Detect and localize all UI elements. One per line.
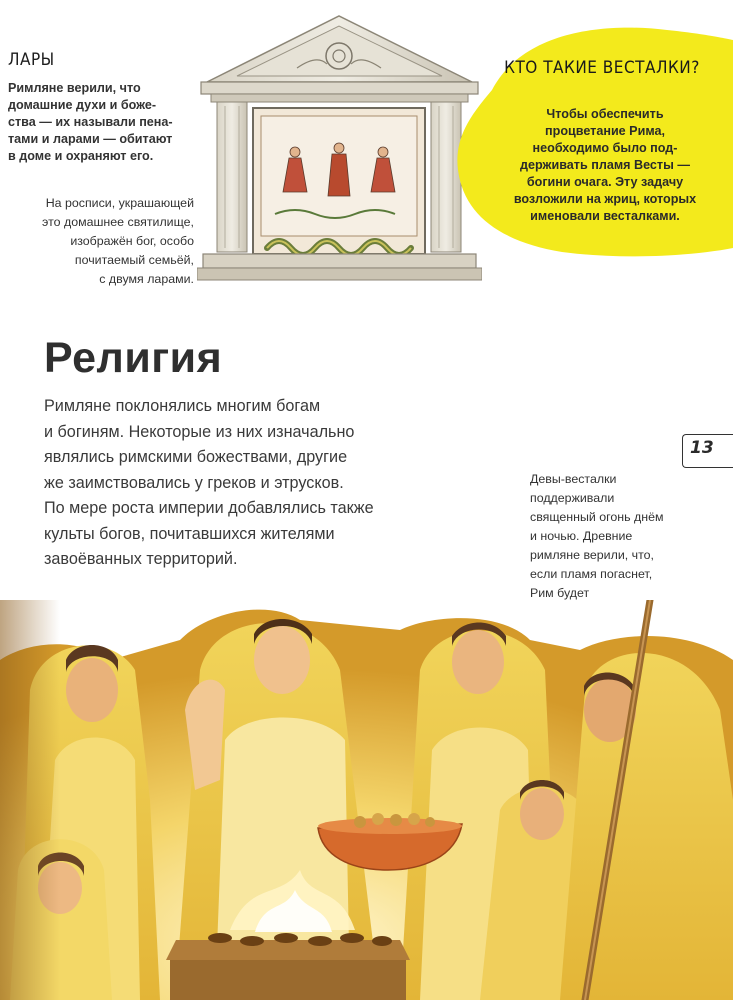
vestals-caption-line: Рим будет	[530, 586, 590, 600]
vestals-info-line: Чтобы обеспечить	[546, 107, 664, 121]
fresco-caption-line: с двумя ларами.	[99, 272, 194, 286]
fresco-caption-line: На росписи, украшающей	[45, 196, 194, 210]
section-body-line: и богиням. Некоторые из них изначально	[44, 422, 355, 441]
section-body	[44, 394, 474, 573]
section-body-line: являлись римскими божествами, другие	[44, 448, 348, 466]
vestals-caption-line: Девы-весталки	[530, 472, 617, 486]
vestals-info-line: необходимо было под-	[532, 141, 678, 155]
vestals-info-line: держивать пламя Весты —	[520, 158, 690, 172]
shrine-illustration	[197, 10, 482, 282]
vestals-info-line: процветание Рима,	[545, 124, 665, 138]
vestals-info-line: богини очага. Эту задачу	[526, 175, 684, 189]
vestals-caption-line: и ночью. Древние	[530, 529, 633, 543]
vestals-caption-line: поддерживали	[530, 491, 615, 505]
fresco-caption-line: почитаемый семьёй,	[74, 253, 194, 267]
page-number: 13	[690, 438, 714, 458]
lares-text-line: домашние духи и боже-	[8, 98, 157, 112]
section-body-line: Римляне поклонялись многим богам	[44, 397, 321, 415]
lares-heading: ЛАРЫ	[8, 50, 55, 70]
fresco-caption	[20, 194, 194, 289]
fresco-caption-line: это домашнее святилище,	[42, 215, 194, 229]
section-body-line: По мере роста империи добавлялись также	[44, 499, 374, 517]
lares-text-line: ства — их называли пена-	[8, 115, 173, 129]
lares-text-line: Римляне верили, что	[8, 81, 141, 95]
lares-text-line: тами и ларами — обитают	[8, 132, 173, 146]
vestals-heading: КТО ТАКИЕ ВЕСТАЛКИ?	[504, 58, 700, 78]
lares-text	[8, 80, 208, 165]
section-body-line: завоёванных территорий.	[44, 550, 238, 568]
section-body-line: культы богов, почитавшихся жителями	[44, 524, 335, 543]
vestals-illustration	[0, 600, 733, 1000]
vestals-caption-line: римляне верили, что,	[530, 548, 654, 562]
vestals-caption-line: если пламя погаснет,	[530, 567, 653, 581]
vestals-info-line: возложили на жриц, которых	[513, 192, 697, 206]
vestals-info-text	[478, 106, 732, 225]
fresco-caption-line: изображён бог, особо	[70, 234, 194, 248]
vestals-info-line: именовали весталками.	[530, 209, 680, 223]
section-title: Религия	[44, 334, 223, 382]
vestals-caption-line: священный огонь днём	[530, 510, 664, 524]
section-body-line: же заимствовались у греков и этрусков.	[44, 473, 344, 492]
lares-text-line: в доме и охраняют его.	[8, 149, 154, 163]
